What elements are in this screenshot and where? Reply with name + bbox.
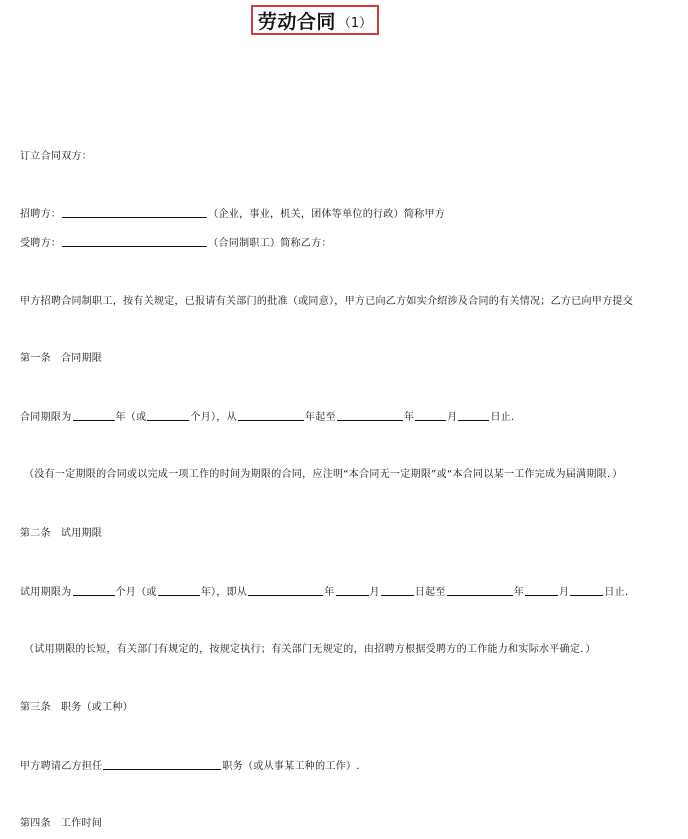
probation-text-9: 日止. (604, 587, 629, 598)
article3-heading (20, 701, 133, 714)
article3-title: 职务（或工种） (60, 702, 134, 713)
article4-title: 工作时间 (60, 818, 103, 829)
term-text-6: 月 (447, 412, 458, 423)
probation-start-month-blank (336, 585, 369, 596)
probation-text-4: 年 (324, 587, 335, 598)
employee-note: （合同制职工）简称乙方： (208, 238, 332, 249)
article1-title: 合同期限 (60, 353, 103, 364)
employer-line (20, 207, 445, 221)
article1-heading (20, 352, 102, 365)
position-text-2: 职务（或从事某工种的工作）. (222, 761, 360, 772)
probation-start-day-blank (381, 585, 414, 596)
article1-note: （没有一定期限的合同或以完成一项工作的时间为期限的合同，应注明“本合同无一定期限”或“本合同以某一工作完成为届满期限．） (24, 469, 623, 480)
probation-text-8: 月 (559, 587, 570, 598)
term-months-blank (147, 410, 189, 421)
preamble-paragraph: 甲方招聘合同制职工，按有关规定，已报请有关部门的批准（或同意），甲方已向乙方如实介绍涉及合同的有关情况；乙方已向甲方提交 (20, 296, 633, 307)
article2-heading (20, 527, 102, 540)
probation-end-year-blank (447, 585, 513, 596)
probation-start-year-blank (248, 585, 323, 596)
end-month-blank (415, 410, 446, 421)
probation-end-day-blank (570, 585, 603, 596)
start-year-blank (238, 410, 304, 421)
employee-line (20, 236, 332, 250)
term-text-4: 年起至 (304, 412, 336, 423)
probation-text-1: 试用期限为 (20, 587, 72, 598)
position-blank (103, 759, 221, 770)
document-title: 劳动合同 (257, 10, 336, 33)
probation-text-3: 年），即从 (200, 587, 248, 598)
employee-name-blank (62, 236, 207, 247)
article1-number: 第一条 (20, 353, 51, 364)
position-text-1: 甲方聘请乙方担任 (20, 761, 103, 772)
end-year-blank (337, 410, 403, 421)
intro-line: 订立合同双方： (20, 151, 93, 162)
article2-number: 第二条 (20, 528, 51, 539)
end-day-blank (458, 410, 489, 421)
probation-text-6: 日起至 (414, 587, 446, 598)
term-text-2: 年（或 (115, 412, 147, 423)
article3-number: 第三条 (20, 702, 51, 713)
term-text-5: 年 (403, 412, 415, 423)
document-title-number: （1） (337, 16, 373, 31)
probation-text-2: 个月（或 (115, 587, 157, 598)
term-years-blank (73, 410, 115, 421)
employer-note: （企业，事业，机关，团体等单位的行政）简称甲方 (208, 209, 446, 220)
article4-number: 第四条 (20, 818, 51, 829)
probation-text-7: 年 (513, 587, 525, 598)
probation-end-month-blank (525, 585, 558, 596)
article3-position-line (20, 759, 360, 773)
document-title-box (251, 5, 379, 35)
article1-term-line (20, 410, 515, 424)
article2-note: （试用期限的长短，有关部门有规定的，按规定执行；有关部门无规定的，由招聘方根据受聘方的工作能力和实际水平确定．） (24, 644, 596, 655)
article2-probation-line (20, 585, 628, 599)
employer-label: 招聘方： (20, 209, 62, 220)
article2-title: 试用期限 (60, 528, 103, 539)
article4-heading (20, 817, 102, 830)
probation-text-5: 月 (369, 587, 380, 598)
probation-months-blank (73, 585, 115, 596)
probation-years-blank (158, 585, 200, 596)
term-text-7: 日止. (490, 412, 515, 423)
term-text-3: 个月），从 (190, 412, 237, 423)
employee-label: 受聘方： (20, 238, 62, 249)
term-text-1: 合同期限为 (20, 412, 72, 423)
employer-name-blank (62, 207, 207, 218)
